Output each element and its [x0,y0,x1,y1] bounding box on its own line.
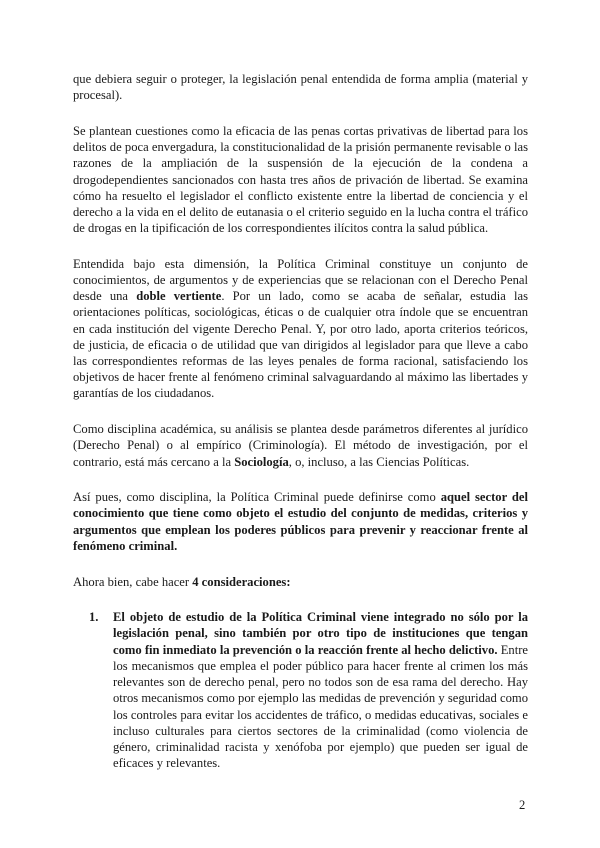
paragraph-6: Ahora bien, cabe hacer 4 consideraciones: [73,574,291,589]
bold-doble-vertiente: doble vertiente [136,289,222,304]
list-item-heading: El objeto de estudio de la Política Criminal viene integrado no sólo por la legislación penal, sino también por otro tipo de instituciones que tengan como fin inmediato la prevención o la reacción frente al hecho delictivo. [113,610,528,657]
bold-consideraciones: 4 consideraciones: [192,574,291,589]
bold-sociologia: Sociología [234,454,289,469]
paragraph-2: Se plantean cuestiones como la eficacia de las penas cortas privativas de libertad para los delitos de poca envergadura, la constitucionalidad de la prisión permanente revisable o las razones de la ampliación de la suspensión de la ejecución de la condena a drogodependientes sancionados con hasta tres años de privación de libertad. Se examina cómo ha resuelto el legislador el conflicto existente entre la libertad de conciencia y el derecho a la vida en el delito de eutanasia o el criterio seguido en la lucha contra el tráfico de drogas en la tipificación de los correspondientes ilícitos contra la salud pública. [73,123,528,236]
paragraph-1: que debiera seguir o proteger, la legislación penal entendida de forma amplia (material y procesal). [73,72,528,103]
page-body [73,71,528,771]
paragraph-4: Como disciplina académica, su análisis se plantea desde parámetros diferentes al jurídico (Derecho Penal) o al empírico (Criminología). El método de investigación, por el contrario, está más cercano a la Sociología, o, incluso, a las Ciencias Políticas. [73,422,528,469]
bold-definition: aquel sector del conocimiento que tiene como objeto el estudio del conjunto de medidas, criterios y argumentos que emplean los poderes públicos para prevenir y reaccionar frente al fenómeno criminal. [73,490,528,553]
paragraph-3: Entendida bajo esta dimensión, la Política Criminal constituye un conjunto de conocimientos, de argumentos y de experiencias que se relacionan con el Derecho Penal desde una doble vertiente. Por un lado, como se acaba de señalar, estudia las orientaciones políticas, sociológicas, éticas o de cualquier otra índole que se encuentran en cada institución del vigente Derecho Penal. Y, por otro lado, aporta criterios teóricos, de justicia, de eficacia o de utilidad que van dirigidos al legislador para que lleve a cabo las correspondientes reformas de las leyes penales de forma racional, satisfaciendo los objetivos de hacer frente al fenómeno criminal salvaguardando al máximo las libertades y garantías de los ciudadanos. [73,256,529,401]
list-item-text: El objeto de estudio de la Política Criminal viene integrado no sólo por la legislación penal, sino también por otro tipo de instituciones que tengan como fin inmediato la prevención o la reacción frente al hecho delictivo. Entre los mecanismos que emplea el poder público para hacer frente al crimen los más relevantes son de derecho penal, pero no todos son de esa rama del derecho. Hay otros mecanismos como por ejemplo las medidas de prevención y seguridad como los controles para evitar los accidentes de tráfico, o medidas educativas, sociales e incluso culturales para ciertos sectores de la criminalidad (como violencia de género, criminalidad racista y xenófoba por ejemplo) que pueden ser igual de eficaces y relevantes. [113,610,529,771]
list-item-number: 1. [89,610,99,625]
considerations-list [73,609,528,771]
list-item [73,609,528,771]
page-number: 2 [519,798,526,812]
paragraph-5: Así pues, como disciplina, la Política Criminal puede definirse como aquel sector del conocimiento que tiene como objeto el estudio del conjunto de medidas, criterios y argumentos que emplean los poderes públicos para prevenir y reaccionar frente al fenómeno criminal. [73,490,528,553]
